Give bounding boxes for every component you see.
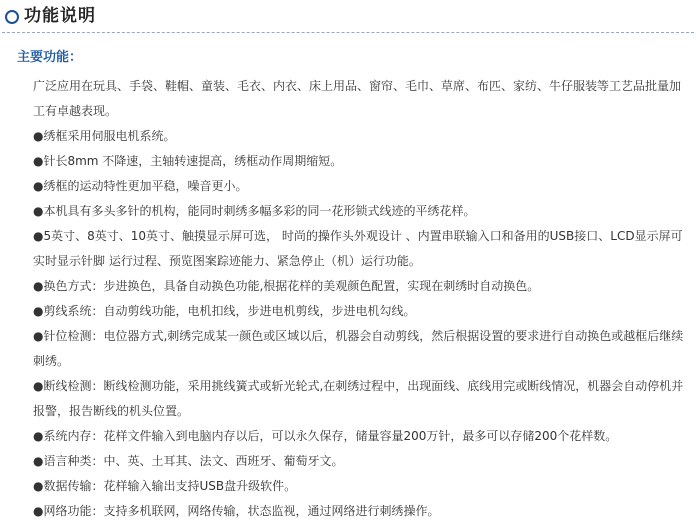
feature-item: ●数据传输：花样输入输出支持USB盘升级软件。 xyxy=(33,479,297,493)
page-title: 功能说明 xyxy=(24,6,96,26)
header-divider xyxy=(2,32,694,33)
feature-item: ●绣框采用伺服电机系统。 xyxy=(33,129,176,143)
feature-item: ●断线检测：断线检测功能，采用挑线簧式或斩光轮式,在刺绣过程中，出现面线、底线用完或断线情况，机器会自动停机并报警，报告断线的机头位置。 xyxy=(33,379,684,418)
feature-item: ●针长8mm 不降速，主轴转速提高，绣框动作周期缩短。 xyxy=(33,154,343,168)
circle-bullet-icon xyxy=(5,10,19,24)
section-title: 主要功能： xyxy=(17,50,83,65)
feature-item: ●网络功能：支持多机联网，网络传输，状态监视，通过网络进行刺绣操作。 xyxy=(33,504,440,518)
intro-paragraph: 广泛应用在玩具、手袋、鞋帽、童装、毛衣、内衣、床上用品、窗帘、毛巾、草席、布匹、家纺、牛仔服装等工艺品批量加工有卓越表现。 xyxy=(33,79,682,118)
feature-item: ●针位检测：电位器方式,刺绣完成某一颜色或区域以后，机器会自动剪线，然后根据设置的要求进行自动换色或越框后继续刺绣。 xyxy=(33,329,684,368)
feature-item: ●绣框的运动特性更加平稳，噪音更小。 xyxy=(33,179,248,193)
feature-item: ●本机具有多头多针的机构，能同时刺绣多幅多彩的同一花形锁式线迹的平绣花样。 xyxy=(33,204,476,218)
feature-item: ●剪线系统：自动剪线功能，电机扣线，步进电机剪线，步进电机勾线。 xyxy=(33,304,416,318)
feature-item: ●换色方式：步进换色，具备自动换色功能,根据花样的美观颜色配置，实现在刺绣时自动换色。 xyxy=(33,279,540,293)
feature-list xyxy=(33,74,689,524)
feature-item: ●语言种类：中、英、土耳其、法文、西班牙、葡萄牙文。 xyxy=(33,454,344,468)
feature-item: ●5英寸、8英寸、10英寸、触摸显示屏可选， 时尚的操作头外观设计 、内置串联输入口和备用的USB接口、LCD显示屏可实时显示针脚 运行过程、预览图案踪迹能力、紧急停止（机）运行功能。 xyxy=(33,229,683,268)
feature-item: ●系统内存：花样文件输入到电脑内存以后，可以永久保存，储量容量200万针，最多可以存储200个花样数。 xyxy=(33,429,618,443)
page-header xyxy=(0,0,696,34)
